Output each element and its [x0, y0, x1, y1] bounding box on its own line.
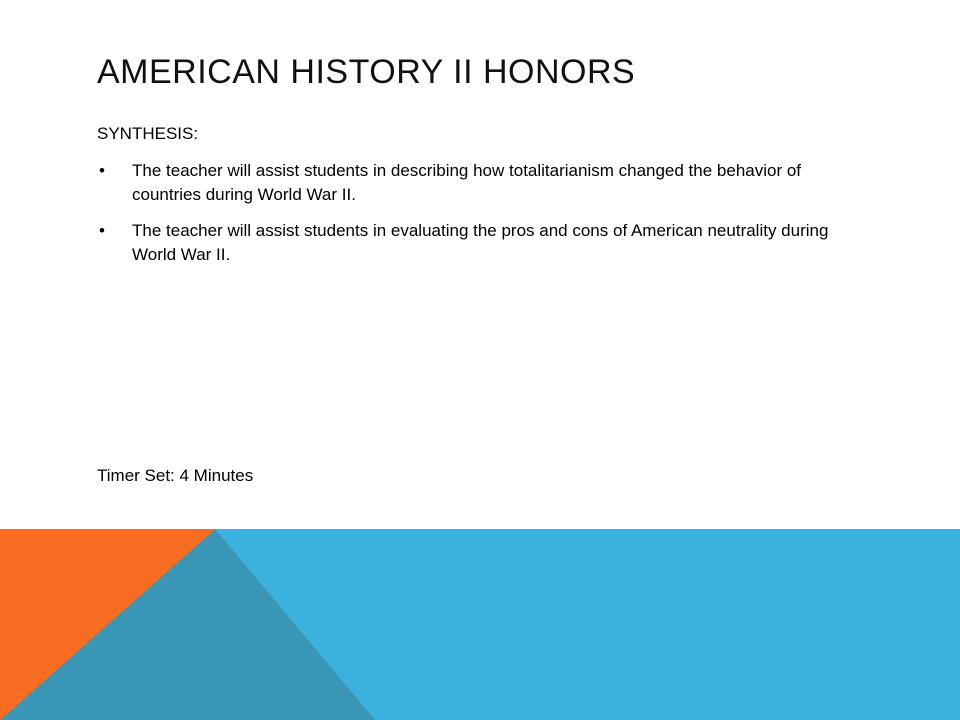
list-item: [97, 159, 837, 207]
list-item-text: The teacher will assist students in evaluating the pros and cons of American neutrality during World War II.: [132, 221, 829, 264]
timer-text: Timer Set: 4 Minutes: [97, 466, 254, 485]
list-item-text: The teacher will assist students in describing how totalitarianism changed the behavior of countries during World War II.: [132, 161, 802, 204]
bullet-icon: •: [99, 161, 105, 180]
section-heading: SYNTHESIS:: [97, 124, 199, 143]
bullet-icon: •: [99, 221, 105, 240]
decorative-footer-band: [0, 529, 960, 720]
objective-list: [97, 159, 837, 267]
slide-title: AMERICAN HISTORY II HONORS: [97, 53, 636, 91]
slide-body: [97, 122, 837, 279]
list-item: [97, 219, 837, 267]
